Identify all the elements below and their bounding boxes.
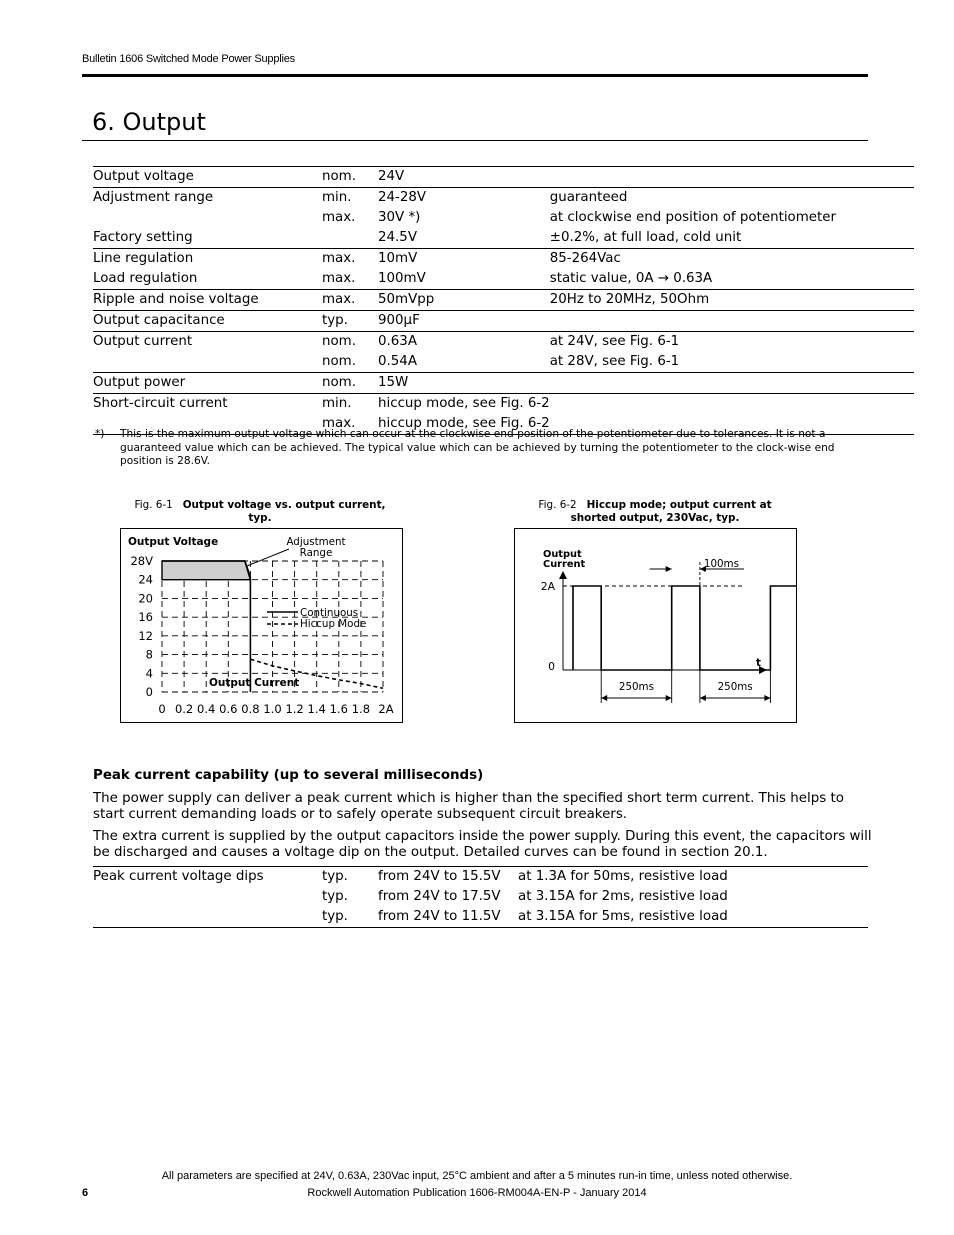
peak-cell-c3: from 24V to 11.5V [378,907,518,928]
fig1-frame [120,528,403,723]
annotation-250ms: 250ms [618,681,654,693]
peak-row [93,867,868,888]
waveform-current [573,586,796,670]
peak-paragraph-2: The extra current is supplied by the output capacitors inside the power supply. During this event, the capacitors will be discharged and causes a voltage dip on the output. Detailed curves can be found in section 20.1. [93,829,872,860]
spec-cell-c1: Output voltage [93,167,322,188]
peak-cell-c2: typ. [322,907,378,928]
annotation-pointer [247,549,289,566]
running-header: Bulletin 1606 Switched Mode Power Supplies [82,53,295,65]
spec-cell-c4: at clockwise end position of potentiometer [549,210,837,225]
spec-cell-c1: Adjustment range [93,188,322,209]
y-tick-label: 20 [138,591,153,606]
spec-cell-c2: typ. [322,311,378,332]
peak-cell-c3: from 24V to 15.5V [378,867,518,888]
y-tick-label: 2A [540,580,555,593]
peak-cell-c2: typ. [322,889,348,904]
y-axis-label-1: Output [543,549,582,560]
spec-cell-c2: max. [322,414,378,435]
spec-cell-c1: Output power [93,373,322,394]
fig2-caption-title: Hiccup mode; output current at shorted output, 230Vac, typ. [570,499,772,524]
spec-cell-c2: max. [322,249,378,270]
spec-cell-c4: at 28V, see Fig. 6-1 [549,354,680,369]
adjustment-range-area [162,561,250,580]
dim-250ms-arrow [764,695,770,701]
x-tick-label: 2A [378,702,394,716]
x-tick-label: 0.6 [219,702,238,716]
spec-cell-c4 [550,167,914,188]
spec-cell-c2: min. [322,188,378,209]
footnote-text: This is the maximum output voltage which can occur at the clockwise end position of the potentiometer due to tolerances. It is not a guaranteed value which can be achieved. The typical value which can be achieved by turning the potentiometer to the clock-wise end position is 28.6V. [120,428,835,467]
spec-row [93,394,914,415]
y-tick-label: 24 [138,572,153,587]
peak-cell-c1: Peak current voltage dips [93,867,322,888]
spec-cell-c2: nom. [322,373,378,394]
y-tick-label: 16 [138,610,153,625]
x-tick-label: 0.2 [174,702,194,716]
header-rule [82,74,868,77]
spec-row [93,228,914,249]
spec-cell-c3: 50mVpp [378,290,550,311]
x-tick-label: 1.4 [307,702,326,716]
peak-row [93,887,868,907]
peak-paragraph-1: The power supply can deliver a peak current which is higher than the specified short term current. This helps to start current demanding loads or to safely operate subsequent circuit breakers. [93,791,844,822]
spec-cell-c4: ±0.2%, at full load, cold unit [549,230,742,245]
legend-continuous-label: Continuous [300,607,359,619]
spec-cell-c3: 0.54A [378,354,417,369]
peak-cell-c4: at 3.15A for 5ms, resistive load [518,907,868,928]
x-tick-label: 1.6 [329,702,348,716]
fig2-chart [515,529,796,722]
spec-cell-c2: max. [322,290,378,311]
title-rule [82,140,868,141]
spec-row [93,208,914,228]
fig2-frame [514,528,797,723]
peak-spec-table [93,866,868,928]
spec-cell-c3: 100mV [378,271,426,286]
spec-cell-c2: nom. [322,167,378,188]
y-axis-label: Output Voltage [128,536,219,548]
page-number: 6 [82,1187,89,1199]
spec-row [93,352,914,373]
spec-cell-c1: Factory setting [93,230,193,245]
spec-row [93,269,914,290]
y-tick-label: 4 [145,666,153,681]
spec-row [93,249,914,270]
x-axis-label: Output Current [209,677,300,689]
spec-cell-c4: guaranteed [550,188,914,209]
section-title: 6. Output [92,108,206,136]
footer-conditions: All parameters are specified at 24V, 0.63A, 230Vac input, 25°C ambient and after a 5 minutes run-in time, unless noted otherwise. [161,1170,793,1182]
spec-cell-c2: max. [322,271,356,286]
dim-100ms-arrow-left [666,566,672,572]
spec-cell-c3: 24-28V [378,188,550,209]
peak-cell-c4: at 1.3A for 50ms, resistive load [518,867,868,888]
fig1-chart [121,529,402,722]
spec-row [93,290,914,311]
y-axis-label-2: Current [543,559,586,570]
fig2-caption-prefix: Fig. 6-2 [538,499,577,511]
annotation-adjustment: Adjustment [286,536,346,548]
footnote-mark: *) [95,428,105,440]
spec-cell-c1: Load regulation [93,271,198,286]
spec-cell-c3: 15W [378,373,550,394]
spec-cell-c1: Output current [93,332,322,353]
annotation-100ms: 100ms [703,558,739,570]
dim-250ms-arrow [601,695,607,701]
x-tick-label: 1.2 [285,702,304,716]
fig1-caption-prefix: Fig. 6-1 [134,499,173,511]
fig2-caption [530,499,780,525]
x-tick-label: 1.0 [263,702,282,716]
dim-250ms-arrow [666,695,672,701]
x-tick-label: 0.8 [241,702,260,716]
spec-cell-c4: static value, 0A → 0.63A [549,271,713,286]
peak-cell-c1 [93,907,322,928]
peak-cell-c4: at 3.15A for 2ms, resistive load [518,889,728,904]
spec-cell-c1: Line regulation [93,249,322,270]
spec-cell-c3: 24V [378,167,550,188]
fig1-caption-title: Output voltage vs. output current, typ. [182,499,386,524]
annotation-250ms: 250ms [717,681,753,693]
peak-cell-c2: typ. [322,867,378,888]
spec-row [93,311,914,332]
spec-cell-c1 [93,352,322,373]
x-tick-label: 0 [158,702,166,716]
x-tick-label: 1.8 [351,702,371,716]
y-tick-label: 8 [145,647,153,662]
peak-cell-c3: from 24V to 17.5V [378,889,501,904]
spec-cell-c2: nom. [322,354,356,369]
spec-cell-c2: min. [322,394,378,415]
spec-cell-c3: 30V *) [378,210,421,225]
spec-cell-c4: 20Hz to 20MHz, 50Ohm [550,290,914,311]
output-spec-table [93,166,914,435]
peak-row [93,907,868,928]
spec-cell-c4: 85-264Vac [550,249,914,270]
y-tick-label: 0 [548,660,555,673]
peak-heading: Peak current capability (up to several milliseconds) [93,768,484,783]
spec-cell-c1: Short-circuit current [93,394,322,415]
y-tick-label: 28V [130,554,153,568]
spec-cell-c3: hiccup mode, see Fig. 6-2 [378,394,550,415]
spec-cell-c3: 0.63A [378,332,550,353]
footer-publication: Rockwell Automation Publication 1606-RM004A-EN-P - January 2014 [307,1187,647,1199]
legend-hiccup-label: Hiccup Mode [300,618,367,630]
spec-cell-c1: Output capacitance [93,311,322,332]
y-axis-arrow [559,571,567,579]
spec-cell-c2: nom. [322,332,378,353]
spec-cell-c4 [550,311,914,332]
spec-row [93,332,914,353]
spec-cell-c4: at 24V, see Fig. 6-1 [550,332,914,353]
spec-row [93,167,914,188]
annotation-range: Range [299,547,333,559]
spec-row [93,373,914,394]
spec-cell-c3: 24.5V [378,230,417,245]
spec-cell-c4 [550,373,914,394]
peak-cell-c1 [93,887,322,907]
spec-cell-c1: Ripple and noise voltage [93,290,322,311]
x-tick-label: 0.4 [197,702,216,716]
spec-row [93,188,914,209]
fig1-caption [130,499,390,525]
spec-cell-c2: max. [322,210,356,225]
spec-cell-c3: 900µF [378,311,550,332]
spec-cell-c1 [93,208,322,228]
spec-cell-c3: hiccup mode, see Fig. 6-2 [378,414,550,435]
spec-cell-c2 [322,228,378,249]
y-tick-label: 0 [145,685,153,699]
spec-cell-c4 [550,394,914,415]
dim-250ms-arrow [700,695,706,701]
y-tick-label: 12 [138,628,153,643]
x-axis-label: t [756,657,761,669]
spec-cell-c3: 10mV [378,249,550,270]
